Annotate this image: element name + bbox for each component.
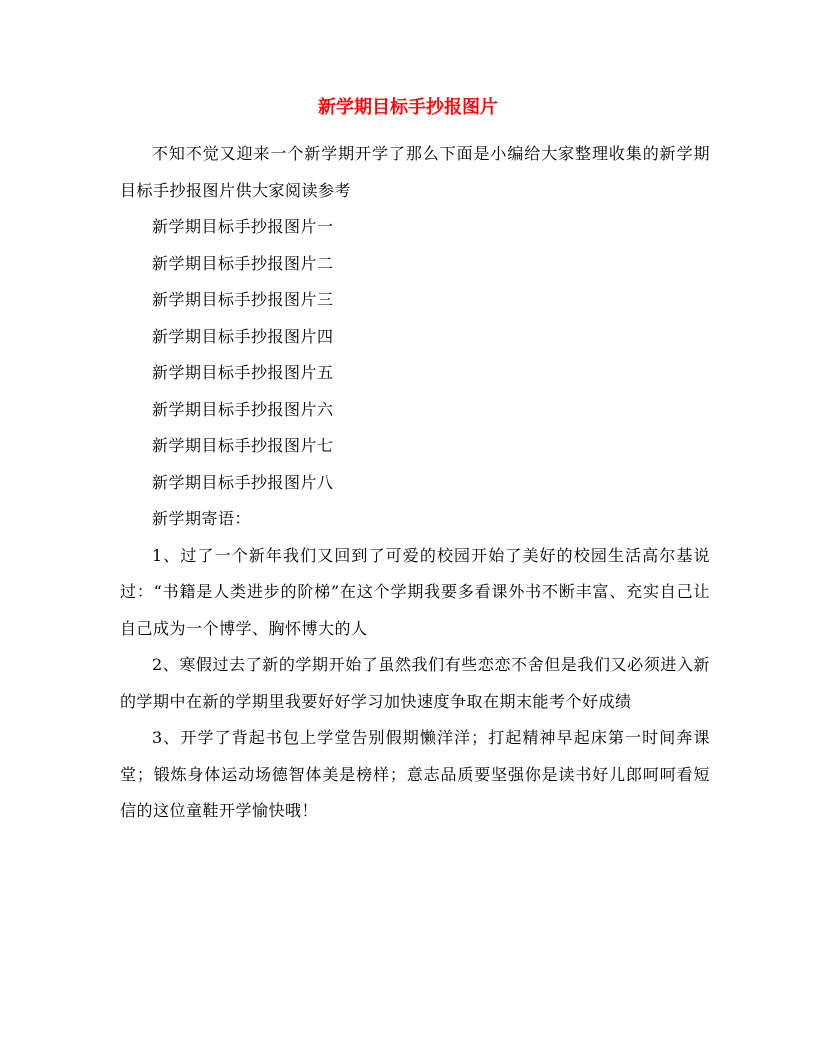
document-body <box>120 136 710 830</box>
document-title: 新学期目标手抄报图片 <box>318 97 498 118</box>
message-paragraph-3: 3、开学了背起书包上学堂告别假期懒洋洋；打起精神早起床第一时间奔课堂；锻炼身体运动场德智体美是榜样；意志品质要坚强你是读书好儿郎呵呵看短信的这位童鞋开学愉快哦！ <box>120 728 710 820</box>
message-heading: 新学期寄语： <box>152 509 252 528</box>
picture-item-1: 新学期目标手抄报图片一 <box>152 217 334 236</box>
picture-item-2: 新学期目标手抄报图片二 <box>152 253 334 273</box>
picture-item-5: 新学期目标手抄报图片五 <box>152 363 334 382</box>
intro-paragraph: 不知不觉又迎来一个新学期开学了那么下面是小编给大家整理收集的新学期目标手抄报图片供大家阅读参考 <box>120 144 710 200</box>
message-paragraph-1: 1、过了一个新年我们又回到了可爱的校园开始了美好的校园生活高尔基说过：“书籍是人类进步的阶梯”在这个学期我要多看课外书不断丰富、充实自己让自己成为一个博学、胸怀博大的人 <box>120 545 710 638</box>
picture-item-3: 新学期目标手抄报图片三 <box>152 290 334 309</box>
picture-item-4: 新学期目标手抄报图片四 <box>152 326 334 346</box>
picture-item-8: 新学期目标手抄报图片八 <box>152 472 334 492</box>
message-paragraph-2: 2、寒假过去了新的学期开始了虽然我们有些恋恋不舍但是我们又必须进入新的学期中在新的学期里我要好好学习加快速度争取在期末能考个好成绩 <box>120 655 710 711</box>
picture-item-7: 新学期目标手抄报图片七 <box>152 436 334 455</box>
picture-item-6: 新学期目标手抄报图片六 <box>152 399 334 419</box>
